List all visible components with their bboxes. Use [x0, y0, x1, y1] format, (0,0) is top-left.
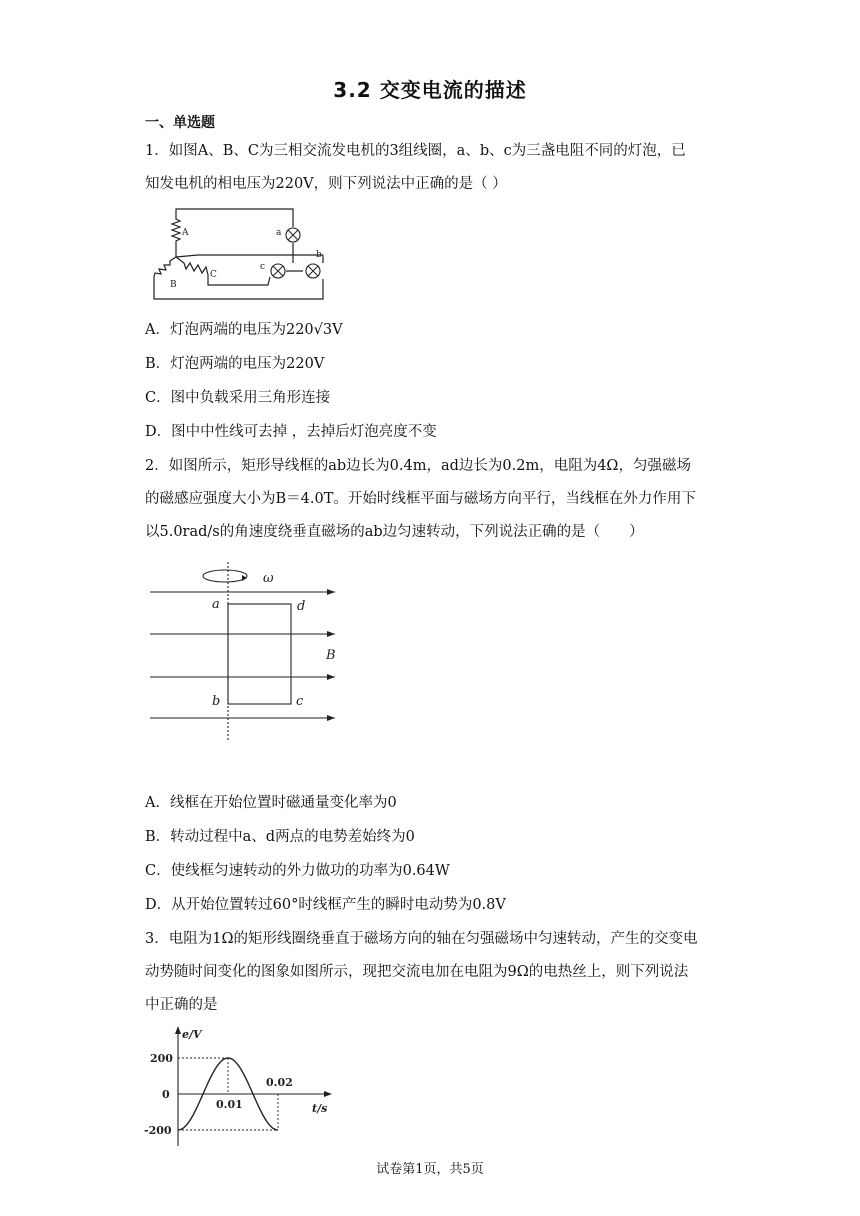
q1-option-b: B．灯泡两端的电压为220V	[145, 356, 325, 372]
coil-c-label: C	[210, 270, 217, 280]
q2-line-2: 的磁感应强度大小为B＝4.0T。开始时线框平面与磁场方向平行，当线框在外力作用下	[145, 491, 696, 507]
q2-frame-figure	[150, 562, 345, 742]
corner-c-label: c	[296, 694, 304, 709]
q1-option-a: A．灯泡两端的电压为220√3V	[145, 322, 343, 338]
q3-line-2: 动势随时间变化的图象如图所示，现把交流电加在电阻为9Ω的电热丝上，则下列说法	[145, 964, 689, 980]
page-footer: 试卷第1页，共5页	[376, 1162, 484, 1177]
rotation-arrow	[203, 570, 247, 582]
ytick-0: 0	[162, 1088, 170, 1101]
xtick-002: 0.02	[266, 1076, 293, 1089]
graph-ylabel: e/V	[182, 1028, 202, 1041]
q2-line-3: 以5.0rad/s的角速度绕垂直磁场的ab边匀速转动，下列说法正确的是（ ）	[145, 524, 644, 540]
q3-line-3: 中正确的是	[145, 997, 218, 1013]
q1-line-2: 知发电机的相电压为220V，则下列说法中正确的是（ ）	[145, 176, 507, 192]
coil-a-label: A	[182, 228, 189, 238]
ytick-neg200: -200	[144, 1124, 172, 1137]
corner-d-label: d	[297, 599, 306, 614]
graph-xlabel: t/s	[312, 1102, 328, 1115]
section-heading: 一、单选题	[145, 115, 215, 131]
wire-frame	[228, 604, 291, 704]
q1-line-1: 1．如图A、B、C为三相交流发电机的3组线圈，a、b、c为三盏电阻不同的灯泡，已	[145, 143, 686, 159]
q2-option-c: C．使线框匀速转动的外力做功的功率为0.64W	[145, 863, 450, 879]
lamp-b-label: b	[316, 250, 322, 260]
field-b-label: B	[326, 648, 336, 663]
xtick-001: 0.01	[216, 1098, 243, 1111]
q2-line-1: 2．如图所示，矩形导线框的ab边长为0.4m，ad边长为0.2m，电阻为4Ω，匀强磁场	[145, 458, 691, 474]
q1-option-d: D．图中中性线可去掉 ，去掉后灯泡亮度不变	[145, 424, 437, 440]
q2-option-d: D．从开始位置转过60°时线框产生的瞬时电动势为0.8V	[145, 897, 506, 913]
q3-line-1: 3．电阻为1Ω的矩形线圈绕垂直于磁场方向的轴在匀强磁场中匀速转动，产生的交变电	[145, 931, 698, 947]
omega-label: ω	[263, 571, 274, 586]
q2-option-a: A．线框在开始位置时磁通量变化率为0	[145, 795, 397, 811]
page-title: 3.2 交变电流的描述	[333, 78, 527, 102]
q3-emf-graph	[140, 1022, 340, 1152]
corner-a-label: a	[212, 597, 220, 612]
lamp-a-label: a	[276, 228, 282, 238]
corner-b-label: b	[212, 694, 221, 709]
q2-option-b: B．转动过程中a、d两点的电势差始终为0	[145, 829, 415, 845]
lamp-c-label: c	[260, 262, 266, 272]
q1-option-c: C．图中负载采用三角形连接	[145, 390, 331, 406]
ytick-200: 200	[150, 1052, 173, 1065]
coil-b-label: B	[170, 280, 177, 290]
q1-circuit-figure	[148, 205, 333, 305]
